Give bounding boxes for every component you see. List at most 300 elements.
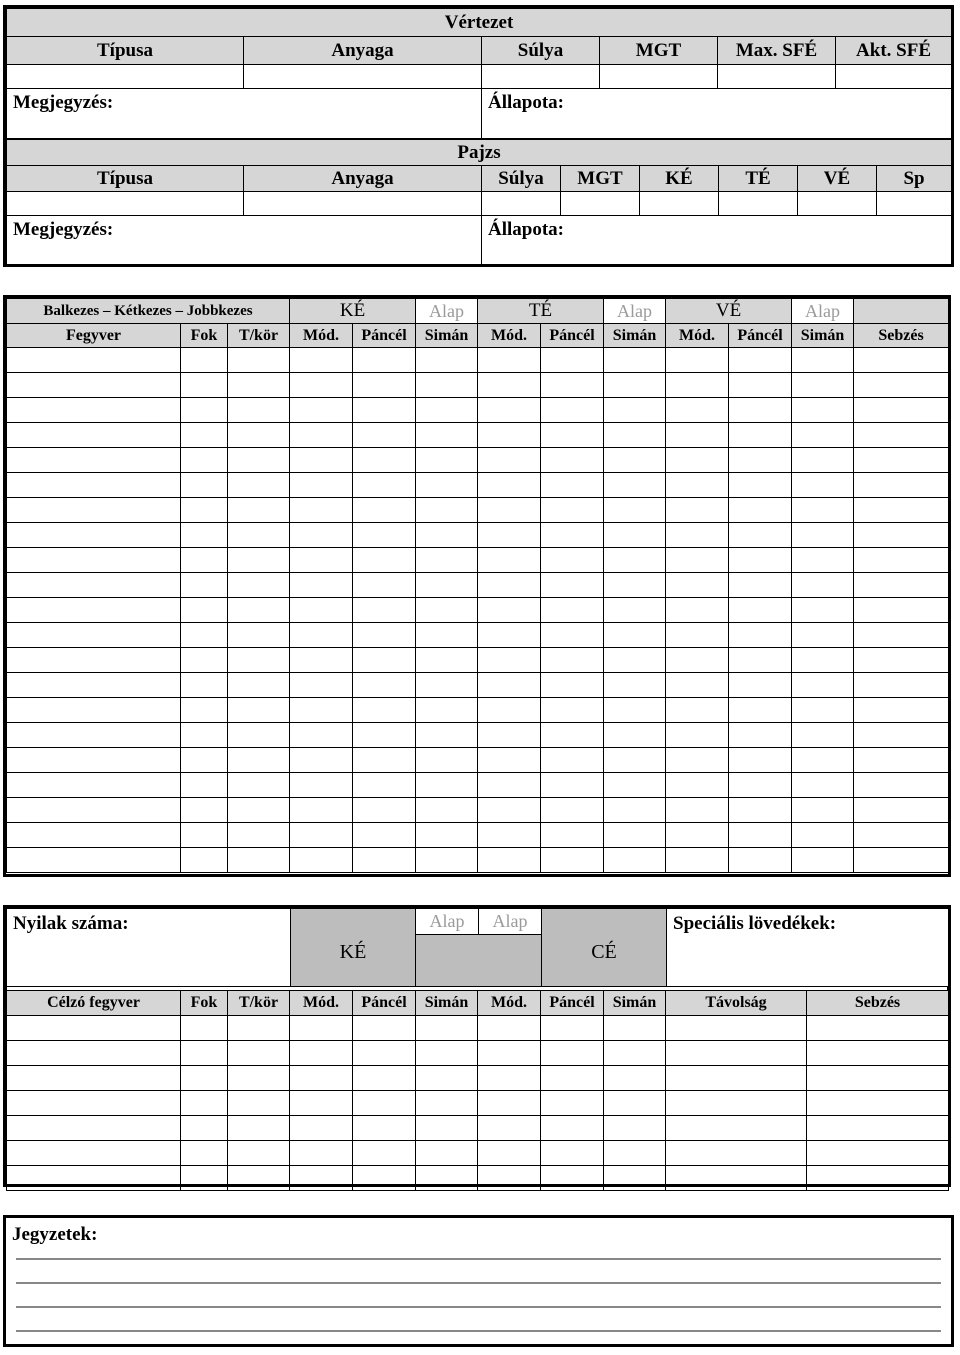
melee-row-cell[interactable] [854,623,949,648]
ranged-row-cell[interactable] [541,1066,604,1091]
melee-row-cell[interactable] [792,348,854,373]
melee-row-cell[interactable] [478,473,541,498]
melee-row-cell[interactable] [854,373,949,398]
melee-row-cell[interactable] [729,498,792,523]
ranged-row-cell[interactable] [604,1066,666,1091]
ranged-row-cell[interactable] [416,1116,478,1141]
ranged-row-cell[interactable] [181,1016,228,1041]
melee-row-cell[interactable] [854,723,949,748]
melee-row-cell[interactable] [666,673,729,698]
melee-row-cell[interactable] [181,648,228,673]
ranged-row-cell[interactable] [416,1016,478,1041]
melee-row-cell[interactable] [792,698,854,723]
ranged-row-cell[interactable] [416,1141,478,1166]
shield-sp-cell[interactable] [877,192,952,216]
melee-row-cell[interactable] [604,573,666,598]
melee-row-cell[interactable] [181,548,228,573]
ranged-row-cell[interactable] [7,1016,181,1041]
melee-row-cell[interactable] [290,398,353,423]
melee-row-cell[interactable] [478,348,541,373]
melee-row-cell[interactable] [792,498,854,523]
ranged-row-cell[interactable] [478,1141,541,1166]
ranged-row-cell[interactable] [181,1091,228,1116]
melee-row-cell[interactable] [729,848,792,873]
melee-row-cell[interactable] [181,823,228,848]
melee-row-cell[interactable] [729,573,792,598]
melee-row-cell[interactable] [290,498,353,523]
melee-row-cell[interactable] [792,473,854,498]
melee-row-cell[interactable] [478,673,541,698]
melee-row-cell[interactable] [478,373,541,398]
melee-row-cell[interactable] [353,848,416,873]
melee-row-cell[interactable] [729,798,792,823]
melee-row-cell[interactable] [604,423,666,448]
melee-row-cell[interactable] [604,548,666,573]
melee-row-cell[interactable] [228,748,290,773]
armor-material-cell[interactable] [244,65,482,89]
melee-row-cell[interactable] [7,473,181,498]
melee-row-cell[interactable] [416,348,478,373]
melee-row-cell[interactable] [604,598,666,623]
melee-row-cell[interactable] [666,648,729,673]
melee-row-cell[interactable] [541,473,604,498]
melee-row-cell[interactable] [290,623,353,648]
handedness-label[interactable]: Balkezes – Kétkezes – Jobbkezes [7,299,290,324]
melee-row-cell[interactable] [7,673,181,698]
melee-row-cell[interactable] [478,623,541,648]
melee-row-cell[interactable] [7,723,181,748]
melee-row-cell[interactable] [541,798,604,823]
melee-row-cell[interactable] [729,723,792,748]
ranged-row-cell[interactable] [290,1166,353,1191]
melee-row-cell[interactable] [854,348,949,373]
melee-row-cell[interactable] [416,523,478,548]
melee-row-cell[interactable] [290,723,353,748]
melee-row-cell[interactable] [604,798,666,823]
melee-row-cell[interactable] [290,848,353,873]
melee-row-cell[interactable] [416,398,478,423]
melee-row-cell[interactable] [604,498,666,523]
melee-row-cell[interactable] [666,348,729,373]
melee-row-cell[interactable] [478,698,541,723]
ranged-row-cell[interactable] [228,1091,290,1116]
ranged-row-cell[interactable] [807,1016,949,1041]
shield-ve-cell[interactable] [798,192,877,216]
melee-row-cell[interactable] [7,598,181,623]
melee-row-cell[interactable] [416,723,478,748]
melee-row-cell[interactable] [541,423,604,448]
melee-row-cell[interactable] [541,373,604,398]
melee-row-cell[interactable] [7,748,181,773]
melee-row-cell[interactable] [729,523,792,548]
melee-row-cell[interactable] [416,448,478,473]
melee-row-cell[interactable] [353,798,416,823]
ranged-row-cell[interactable] [807,1066,949,1091]
ranged-row-cell[interactable] [7,1091,181,1116]
melee-row-cell[interactable] [666,423,729,448]
melee-row-cell[interactable] [416,498,478,523]
melee-row-cell[interactable] [228,523,290,548]
melee-row-cell[interactable] [541,348,604,373]
melee-row-cell[interactable] [290,748,353,773]
ranged-row-cell[interactable] [478,1016,541,1041]
melee-row-cell[interactable] [666,698,729,723]
ranged-row-cell[interactable] [666,1116,807,1141]
armor-act-sfe-cell[interactable] [836,65,952,89]
ranged-row-cell[interactable] [541,1041,604,1066]
melee-row-cell[interactable] [478,398,541,423]
melee-row-cell[interactable] [7,573,181,598]
melee-row-cell[interactable] [181,373,228,398]
melee-row-cell[interactable] [353,773,416,798]
melee-row-cell[interactable] [228,673,290,698]
melee-row-cell[interactable] [353,598,416,623]
melee-row-cell[interactable] [666,848,729,873]
melee-row-cell[interactable] [541,698,604,723]
ranged-row-cell[interactable] [604,1141,666,1166]
melee-row-cell[interactable] [416,423,478,448]
melee-row-cell[interactable] [7,423,181,448]
melee-row-cell[interactable] [792,798,854,823]
melee-row-cell[interactable] [228,348,290,373]
armor-state-field[interactable] [482,89,952,139]
melee-row-cell[interactable] [416,623,478,648]
ranged-row-cell[interactable] [604,1041,666,1066]
melee-row-cell[interactable] [7,823,181,848]
melee-row-cell[interactable] [666,598,729,623]
ranged-row-cell[interactable] [478,1041,541,1066]
melee-row-cell[interactable] [353,723,416,748]
melee-row-cell[interactable] [729,548,792,573]
melee-row-cell[interactable] [228,698,290,723]
melee-row-cell[interactable] [290,373,353,398]
melee-row-cell[interactable] [416,823,478,848]
armor-note-field[interactable] [7,89,482,139]
melee-row-cell[interactable] [854,848,949,873]
melee-row-cell[interactable] [181,348,228,373]
ranged-row-cell[interactable] [7,1141,181,1166]
ranged-row-cell[interactable] [807,1091,949,1116]
melee-row-cell[interactable] [666,823,729,848]
ranged-row-cell[interactable] [353,1141,416,1166]
melee-row-cell[interactable] [478,423,541,448]
ranged-row-cell[interactable] [807,1141,949,1166]
melee-row-cell[interactable] [478,598,541,623]
ranged-row-cell[interactable] [416,1066,478,1091]
melee-row-cell[interactable] [478,573,541,598]
ranged-row-cell[interactable] [807,1116,949,1141]
melee-row-cell[interactable] [290,598,353,623]
melee-row-cell[interactable] [729,348,792,373]
melee-row-cell[interactable] [792,448,854,473]
melee-row-cell[interactable] [290,473,353,498]
melee-row-cell[interactable] [854,448,949,473]
melee-row-cell[interactable] [729,398,792,423]
melee-row-cell[interactable] [353,423,416,448]
melee-row-cell[interactable] [228,498,290,523]
melee-row-cell[interactable] [729,448,792,473]
ranged-row-cell[interactable] [478,1166,541,1191]
melee-row-cell[interactable] [666,623,729,648]
ranged-row-cell[interactable] [604,1016,666,1041]
melee-row-cell[interactable] [228,798,290,823]
melee-row-cell[interactable] [666,523,729,548]
melee-row-cell[interactable] [290,548,353,573]
ranged-row-cell[interactable] [290,1091,353,1116]
melee-row-cell[interactable] [604,823,666,848]
melee-ke-base[interactable]: Alap [416,299,478,324]
melee-row-cell[interactable] [792,623,854,648]
melee-row-cell[interactable] [7,548,181,573]
melee-row-cell[interactable] [181,573,228,598]
melee-row-cell[interactable] [228,623,290,648]
melee-row-cell[interactable] [478,748,541,773]
melee-row-cell[interactable] [290,798,353,823]
melee-row-cell[interactable] [854,473,949,498]
melee-row-cell[interactable] [228,723,290,748]
melee-row-cell[interactable] [729,648,792,673]
melee-row-cell[interactable] [353,498,416,523]
melee-row-cell[interactable] [181,773,228,798]
ranged-row-cell[interactable] [7,1041,181,1066]
arrows-count-field[interactable] [7,909,291,987]
melee-row-cell[interactable] [290,823,353,848]
ranged-row-cell[interactable] [604,1166,666,1191]
melee-row-cell[interactable] [353,648,416,673]
melee-row-cell[interactable] [416,698,478,723]
melee-row-cell[interactable] [854,523,949,548]
melee-row-cell[interactable] [416,548,478,573]
melee-row-cell[interactable] [541,448,604,473]
melee-row-cell[interactable] [181,523,228,548]
melee-row-cell[interactable] [729,823,792,848]
melee-row-cell[interactable] [604,448,666,473]
melee-row-cell[interactable] [416,648,478,673]
ranged-row-cell[interactable] [666,1041,807,1066]
ranged-row-cell[interactable] [181,1041,228,1066]
melee-row-cell[interactable] [353,548,416,573]
melee-row-cell[interactable] [792,548,854,573]
ranged-row-cell[interactable] [666,1016,807,1041]
ranged-row-cell[interactable] [478,1066,541,1091]
melee-row-cell[interactable] [353,473,416,498]
melee-row-cell[interactable] [604,623,666,648]
melee-row-cell[interactable] [854,698,949,723]
melee-row-cell[interactable] [7,848,181,873]
melee-row-cell[interactable] [228,448,290,473]
ranged-row-cell[interactable] [478,1091,541,1116]
ranged-row-cell[interactable] [541,1016,604,1041]
melee-row-cell[interactable] [7,623,181,648]
melee-row-cell[interactable] [604,773,666,798]
melee-row-cell[interactable] [604,398,666,423]
melee-row-cell[interactable] [854,598,949,623]
melee-row-cell[interactable] [854,648,949,673]
ranged-row-cell[interactable] [353,1016,416,1041]
melee-row-cell[interactable] [228,423,290,448]
melee-row-cell[interactable] [478,498,541,523]
ranged-row-cell[interactable] [604,1116,666,1141]
notes-section[interactable] [3,1215,954,1347]
melee-row-cell[interactable] [181,798,228,823]
ranged-row-cell[interactable] [666,1091,807,1116]
melee-row-cell[interactable] [228,848,290,873]
ranged-row-cell[interactable] [541,1166,604,1191]
melee-row-cell[interactable] [416,798,478,823]
ranged-row-cell[interactable] [541,1091,604,1116]
ranged-row-cell[interactable] [604,1091,666,1116]
melee-row-cell[interactable] [541,598,604,623]
melee-row-cell[interactable] [666,723,729,748]
melee-row-cell[interactable] [854,773,949,798]
melee-row-cell[interactable] [181,698,228,723]
melee-row-cell[interactable] [854,498,949,523]
ranged-row-cell[interactable] [181,1166,228,1191]
melee-row-cell[interactable] [541,623,604,648]
melee-row-cell[interactable] [7,523,181,548]
melee-row-cell[interactable] [792,598,854,623]
melee-row-cell[interactable] [792,773,854,798]
melee-row-cell[interactable] [7,798,181,823]
melee-row-cell[interactable] [290,648,353,673]
melee-row-cell[interactable] [290,698,353,723]
armor-max-sfe-cell[interactable] [718,65,836,89]
melee-row-cell[interactable] [792,748,854,773]
melee-row-cell[interactable] [228,473,290,498]
melee-row-cell[interactable] [666,773,729,798]
melee-row-cell[interactable] [729,748,792,773]
ranged-row-cell[interactable] [416,1041,478,1066]
melee-row-cell[interactable] [792,823,854,848]
melee-row-cell[interactable] [290,573,353,598]
melee-row-cell[interactable] [228,398,290,423]
melee-row-cell[interactable] [729,773,792,798]
melee-row-cell[interactable] [228,373,290,398]
melee-row-cell[interactable] [290,423,353,448]
melee-row-cell[interactable] [478,723,541,748]
melee-row-cell[interactable] [478,648,541,673]
melee-row-cell[interactable] [181,398,228,423]
melee-row-cell[interactable] [416,473,478,498]
melee-row-cell[interactable] [353,573,416,598]
melee-row-cell[interactable] [854,748,949,773]
melee-row-cell[interactable] [416,373,478,398]
armor-mgt-cell[interactable] [600,65,718,89]
ranged-row-cell[interactable] [807,1041,949,1066]
melee-row-cell[interactable] [729,673,792,698]
melee-row-cell[interactable] [854,423,949,448]
melee-row-cell[interactable] [541,848,604,873]
melee-row-cell[interactable] [478,523,541,548]
melee-row-cell[interactable] [792,723,854,748]
melee-row-cell[interactable] [541,498,604,523]
melee-row-cell[interactable] [7,648,181,673]
melee-row-cell[interactable] [353,398,416,423]
ranged-row-cell[interactable] [228,1116,290,1141]
melee-row-cell[interactable] [541,648,604,673]
melee-row-cell[interactable] [729,373,792,398]
melee-row-cell[interactable] [604,523,666,548]
melee-row-cell[interactable] [7,698,181,723]
melee-row-cell[interactable] [353,373,416,398]
melee-row-cell[interactable] [290,348,353,373]
ranged-ce-base[interactable]: Alap [479,909,542,935]
melee-row-cell[interactable] [181,598,228,623]
melee-row-cell[interactable] [7,498,181,523]
melee-row-cell[interactable] [478,548,541,573]
ranged-row-cell[interactable] [7,1116,181,1141]
melee-row-cell[interactable] [228,773,290,798]
melee-row-cell[interactable] [541,823,604,848]
melee-row-cell[interactable] [228,598,290,623]
melee-row-cell[interactable] [541,398,604,423]
melee-row-cell[interactable] [228,548,290,573]
melee-row-cell[interactable] [353,448,416,473]
ranged-row-cell[interactable] [181,1116,228,1141]
melee-row-cell[interactable] [478,848,541,873]
melee-row-cell[interactable] [290,673,353,698]
melee-row-cell[interactable] [541,773,604,798]
melee-row-cell[interactable] [792,523,854,548]
melee-row-cell[interactable] [854,823,949,848]
melee-row-cell[interactable] [604,673,666,698]
ranged-row-cell[interactable] [290,1116,353,1141]
melee-row-cell[interactable] [416,773,478,798]
shield-ke-cell[interactable] [640,192,719,216]
melee-row-cell[interactable] [666,748,729,773]
ranged-row-cell[interactable] [290,1141,353,1166]
melee-row-cell[interactable] [7,773,181,798]
ranged-row-cell[interactable] [353,1041,416,1066]
ranged-row-cell[interactable] [416,1091,478,1116]
melee-row-cell[interactable] [228,573,290,598]
melee-row-cell[interactable] [478,773,541,798]
melee-row-cell[interactable] [353,673,416,698]
melee-row-cell[interactable] [478,823,541,848]
melee-row-cell[interactable] [666,398,729,423]
melee-row-cell[interactable] [792,648,854,673]
melee-row-cell[interactable] [353,698,416,723]
melee-row-cell[interactable] [353,748,416,773]
melee-row-cell[interactable] [353,348,416,373]
melee-row-cell[interactable] [181,448,228,473]
ranged-row-cell[interactable] [353,1091,416,1116]
melee-row-cell[interactable] [792,423,854,448]
ranged-row-cell[interactable] [416,1166,478,1191]
shield-te-cell[interactable] [719,192,798,216]
melee-row-cell[interactable] [416,573,478,598]
melee-row-cell[interactable] [666,473,729,498]
melee-row-cell[interactable] [181,423,228,448]
melee-row-cell[interactable] [228,823,290,848]
ranged-row-cell[interactable] [228,1141,290,1166]
melee-row-cell[interactable] [7,448,181,473]
ranged-row-cell[interactable] [228,1041,290,1066]
melee-row-cell[interactable] [666,548,729,573]
ranged-row-cell[interactable] [290,1066,353,1091]
melee-row-cell[interactable] [854,798,949,823]
melee-row-cell[interactable] [541,673,604,698]
ranged-row-cell[interactable] [478,1116,541,1141]
ranged-ke-base[interactable]: Alap [416,909,479,935]
melee-row-cell[interactable] [181,723,228,748]
melee-row-cell[interactable] [666,373,729,398]
melee-row-cell[interactable] [729,698,792,723]
melee-row-cell[interactable] [290,773,353,798]
ranged-row-cell[interactable] [666,1141,807,1166]
melee-row-cell[interactable] [541,723,604,748]
melee-row-cell[interactable] [7,398,181,423]
